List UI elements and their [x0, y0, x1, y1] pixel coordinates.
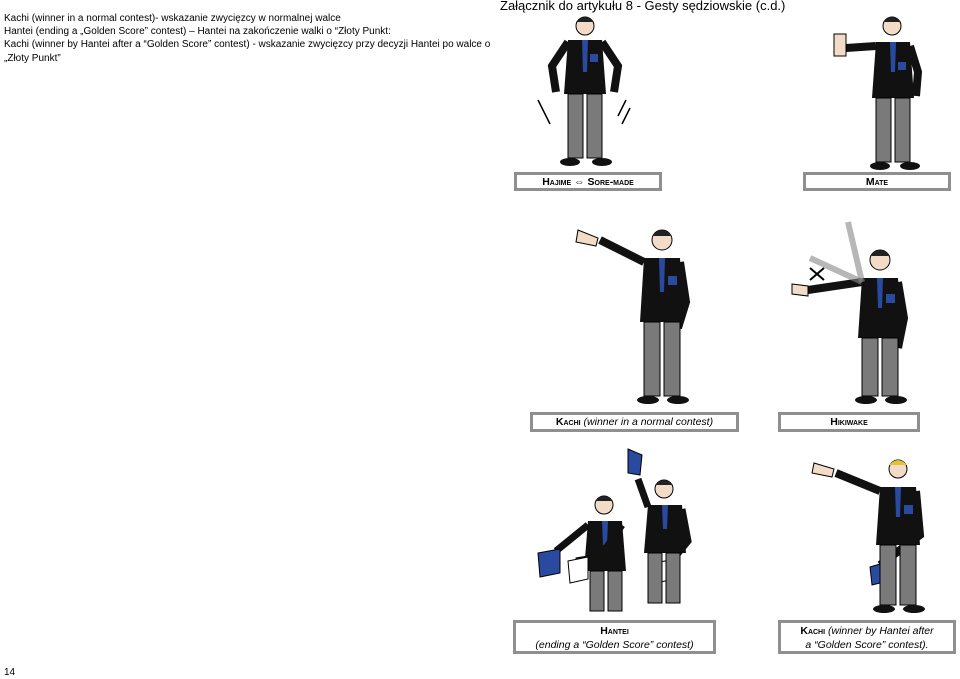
caption-kachi-hantei-description-1: (winner by Hantei after	[827, 625, 934, 637]
caption-mate-label: Mate	[865, 176, 889, 188]
caption-kachi-hantei-label: Kachi	[800, 625, 826, 637]
page-number: 14	[4, 667, 16, 678]
referee-kachi-illustration	[570, 222, 700, 412]
caption-kachi-hantei-description-2: a “Golden Score” contest).	[805, 639, 929, 651]
caption-hajime-sore-made	[514, 172, 662, 191]
page-header-title: Załącznik do artykułu 8 - Gesty sędziowskie (c.d.)	[500, 0, 786, 13]
caption-mate	[803, 172, 951, 191]
caption-hantei-label: Hantei	[600, 625, 629, 637]
caption-hikiwake	[778, 412, 920, 432]
double-arrow-icon: ⇔	[574, 176, 585, 188]
referee-hajime-illustration	[530, 12, 640, 172]
referee-kachi-hantei-illustration	[810, 455, 940, 620]
referee-mate-illustration	[826, 12, 936, 172]
text-line-hantei: Hantei (ending a „Golden Score” contest) – Hantei na zakończenie walki o “Złoty Punkt:	[4, 26, 391, 38]
caption-kachi-description: (winner in a normal contest)	[583, 416, 714, 428]
caption-kachi	[530, 412, 739, 432]
caption-hikiwake-label: Hikiwake	[830, 416, 868, 428]
referee-hantei-illustration	[530, 445, 700, 615]
referee-hikiwake-illustration	[788, 208, 918, 413]
caption-hajime-label: Hajime	[542, 176, 572, 188]
text-line-kachi: Kachi (winner in a normal contest)- wskazanie zwycięzcy w normalnej walce	[4, 13, 341, 24]
caption-sore-made-label: Sore-made	[587, 176, 634, 188]
text-line-kachi-hantei: Kachi (winner by Hantei after a “Golden Score” contest) - wskazanie zwycięzcy przy decyzji Hantei po walce o	[4, 39, 491, 51]
caption-kachi-label: Kachi	[555, 416, 581, 428]
caption-hantei-description: (ending a “Golden Score” contest)	[535, 639, 694, 651]
caption-kachi-hantei	[778, 620, 956, 654]
text-line-zloty-punkt: „Złoty Punkt”	[4, 52, 61, 64]
left-text-block	[4, 12, 491, 65]
caption-hantei	[513, 620, 716, 654]
